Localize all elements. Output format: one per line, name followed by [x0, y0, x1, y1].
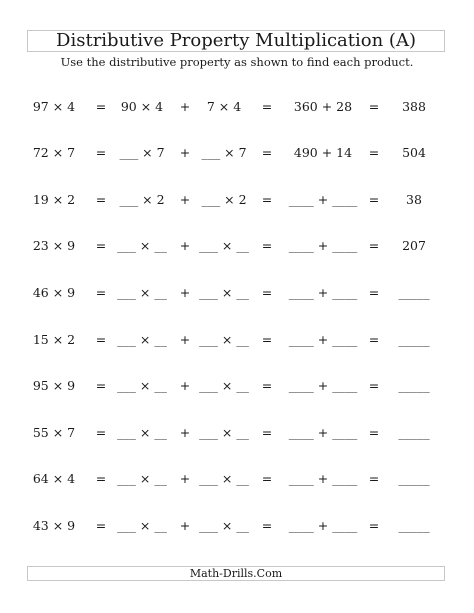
plus-sign: +: [179, 378, 191, 393]
problem-row: [0, 235, 474, 257]
answer: _____: [398, 285, 430, 300]
equals-sign: =: [261, 285, 273, 300]
answer: 38: [406, 192, 422, 207]
equals-sign: =: [261, 378, 273, 393]
equals-sign: =: [95, 145, 107, 160]
equals-sign: =: [261, 518, 273, 533]
equals-sign: =: [368, 425, 380, 440]
instructions: Use the distributive property as shown to find each product.: [60, 55, 414, 69]
sum-of-products: 360 + 28: [293, 99, 353, 114]
first-partial-product: 90 × 4: [120, 99, 164, 114]
second-partial-product: ___ × __: [199, 471, 249, 486]
sum-of-products: ____ + ____: [288, 378, 358, 393]
equals-sign: =: [261, 238, 273, 253]
first-partial-product: ___ × __: [117, 285, 167, 300]
first-partial-product: ___ × __: [117, 378, 167, 393]
answer: _____: [398, 425, 430, 440]
problem-row: [0, 96, 474, 118]
equals-sign: =: [95, 285, 107, 300]
first-partial-product: ___ × __: [117, 425, 167, 440]
first-partial-product: ___ × __: [117, 471, 167, 486]
equals-sign: =: [95, 238, 107, 253]
answer: _____: [398, 332, 430, 347]
equals-sign: =: [95, 99, 107, 114]
answer: 504: [402, 145, 426, 160]
problem-row: [0, 515, 474, 537]
plus-sign: +: [179, 471, 191, 486]
problem-row: [0, 422, 474, 444]
second-partial-product: ___ × __: [199, 425, 249, 440]
equals-sign: =: [368, 285, 380, 300]
equals-sign: =: [95, 471, 107, 486]
equals-sign: =: [261, 425, 273, 440]
problem: 46 × 9: [32, 285, 76, 300]
problem-row: [0, 189, 474, 211]
equals-sign: =: [95, 192, 107, 207]
sum-of-products: ____ + ____: [288, 238, 358, 253]
second-partial-product: ___ × 2: [201, 192, 247, 207]
second-partial-product: ___ × __: [199, 285, 249, 300]
second-partial-product: ___ × __: [199, 518, 249, 533]
equals-sign: =: [261, 99, 273, 114]
first-partial-product: ___ × __: [117, 238, 167, 253]
equals-sign: =: [95, 425, 107, 440]
second-partial-product: ___ × __: [199, 238, 249, 253]
equals-sign: =: [368, 192, 380, 207]
footer-site-name: Math-Drills.Com: [189, 567, 283, 580]
problem-row: [0, 142, 474, 164]
second-partial-product: ___ × 7: [201, 145, 247, 160]
plus-sign: +: [179, 425, 191, 440]
answer: 388: [402, 99, 426, 114]
problem: 64 × 4: [32, 471, 76, 486]
equals-sign: =: [95, 378, 107, 393]
plus-sign: +: [179, 332, 191, 347]
problem: 15 × 2: [32, 332, 76, 347]
equals-sign: =: [261, 332, 273, 347]
sum-of-products: ____ + ____: [288, 471, 358, 486]
second-partial-product: ___ × __: [199, 332, 249, 347]
plus-sign: +: [179, 518, 191, 533]
problem: 97 × 4: [32, 99, 76, 114]
equals-sign: =: [368, 332, 380, 347]
equals-sign: =: [368, 99, 380, 114]
sum-of-products: ____ + ____: [288, 332, 358, 347]
first-partial-product: ___ × __: [117, 518, 167, 533]
answer: 207: [402, 238, 426, 253]
equals-sign: =: [368, 378, 380, 393]
problem: 55 × 7: [32, 425, 76, 440]
problem: 43 × 9: [32, 518, 76, 533]
plus-sign: +: [179, 145, 191, 160]
plus-sign: +: [179, 99, 191, 114]
equals-sign: =: [261, 471, 273, 486]
first-partial-product: ___ × __: [117, 332, 167, 347]
problem: 23 × 9: [32, 238, 76, 253]
sum-of-products: ____ + ____: [288, 425, 358, 440]
problem-row: [0, 468, 474, 490]
answer: _____: [398, 518, 430, 533]
equals-sign: =: [95, 518, 107, 533]
equals-sign: =: [261, 192, 273, 207]
sum-of-products: ____ + ____: [288, 192, 358, 207]
title-box: [27, 30, 445, 52]
sum-of-products: ____ + ____: [288, 285, 358, 300]
sum-of-products: ____ + ____: [288, 518, 358, 533]
problem-row: [0, 329, 474, 351]
problem-row: [0, 375, 474, 397]
plus-sign: +: [179, 238, 191, 253]
second-partial-product: ___ × __: [199, 378, 249, 393]
plus-sign: +: [179, 192, 191, 207]
footer-box: [27, 566, 445, 581]
equals-sign: =: [368, 238, 380, 253]
sum-of-products: 490 + 14: [293, 145, 353, 160]
equals-sign: =: [368, 518, 380, 533]
first-partial-product: ___ × 7: [119, 145, 165, 160]
problem-row: [0, 282, 474, 304]
second-partial-product: 7 × 4: [206, 99, 242, 114]
answer: _____: [398, 378, 430, 393]
equals-sign: =: [95, 332, 107, 347]
first-partial-product: ___ × 2: [119, 192, 165, 207]
equals-sign: =: [261, 145, 273, 160]
problem: 95 × 9: [32, 378, 76, 393]
equals-sign: =: [368, 471, 380, 486]
problem: 72 × 7: [32, 145, 76, 160]
problem: 19 × 2: [32, 192, 76, 207]
answer: _____: [398, 471, 430, 486]
equals-sign: =: [368, 145, 380, 160]
page-title: Distributive Property Multiplication (A): [56, 30, 416, 51]
plus-sign: +: [179, 285, 191, 300]
